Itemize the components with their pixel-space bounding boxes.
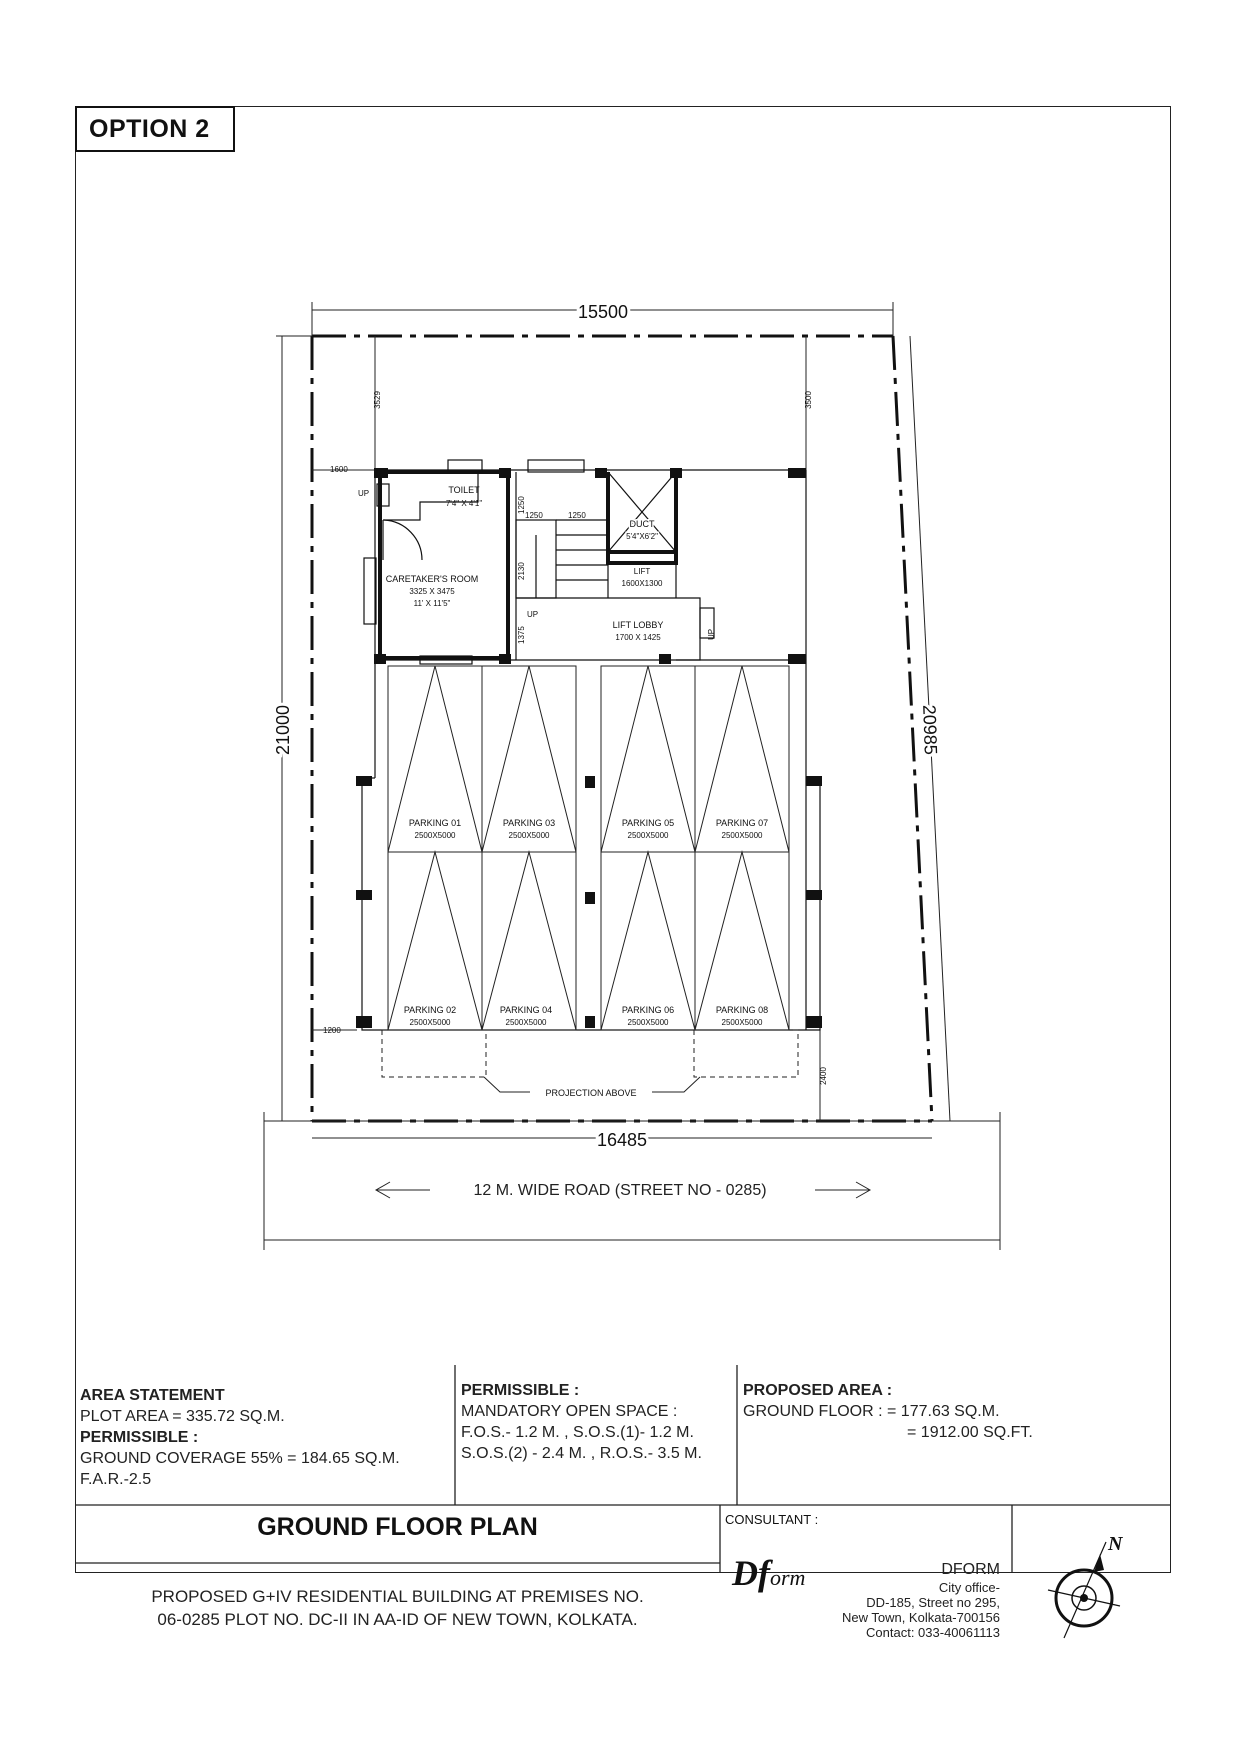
dim-front-setback-left: 3529 bbox=[373, 391, 382, 409]
duct-label: DUCT bbox=[629, 519, 655, 529]
consultant-address bbox=[841, 1560, 1000, 1640]
dim-rear-setback: 1200 bbox=[323, 1026, 341, 1035]
ground-coverage: GROUND COVERAGE 55% = 184.65 SQ.M. bbox=[80, 1450, 400, 1467]
far-value: F.A.R.-2.5 bbox=[80, 1471, 152, 1488]
stair-dim-h3: 1375 bbox=[517, 626, 526, 644]
logo-letters: Df bbox=[732, 1553, 770, 1593]
stair-dim-w2: 1250 bbox=[568, 511, 586, 520]
parking-03-label: PARKING 03 bbox=[502, 818, 556, 828]
drawing-title: GROUND FLOOR PLAN bbox=[257, 1513, 538, 1541]
up-label-entry: UP bbox=[358, 489, 370, 498]
open-space-line2: S.O.S.(2) - 2.4 M. , R.O.S.- 3.5 M. bbox=[461, 1445, 702, 1462]
permissible-block bbox=[461, 1380, 702, 1464]
building-outline bbox=[362, 470, 820, 1030]
project-line-2: 06-0285 PLOT NO. DC-II IN AA-ID OF NEW TOWN, KOLKATA. bbox=[157, 1610, 638, 1629]
dim-side-setback: 1600 bbox=[330, 465, 348, 474]
proposed-area-title: PROPOSED AREA : bbox=[743, 1382, 893, 1399]
area-statement-title: AREA STATEMENT bbox=[80, 1387, 225, 1404]
dim-bottom-width: 16485 bbox=[596, 1130, 648, 1150]
area-statement bbox=[80, 1385, 400, 1490]
consultant-line1: City office- bbox=[938, 1580, 1000, 1595]
toilet-label: TOILET bbox=[448, 485, 480, 495]
dim-left-depth: 21000 bbox=[273, 704, 293, 756]
caretaker-size-mm: 3325 X 3475 bbox=[409, 587, 455, 596]
consultant-line4: Contact: 033-40061113 bbox=[866, 1625, 1000, 1640]
parking-04-label: PARKING 04 bbox=[499, 1005, 553, 1015]
project-description bbox=[75, 1585, 720, 1631]
proposed-ground-floor: GROUND FLOOR : = 177.63 SQ.M. bbox=[743, 1403, 1000, 1420]
parking-08-label: PARKING 08 bbox=[715, 1005, 769, 1015]
parking-07-label: PARKING 07 bbox=[715, 818, 769, 828]
permissible-heading: PERMISSIBLE : bbox=[80, 1429, 199, 1446]
lift-lobby-label: LIFT LOBBY bbox=[612, 620, 664, 630]
stair-dim-w1: 1250 bbox=[525, 511, 543, 520]
permissible-title: PERMISSIBLE : bbox=[461, 1382, 580, 1399]
proposed-area-block bbox=[743, 1380, 1033, 1443]
option-label: OPTION 2 bbox=[75, 106, 235, 152]
parking-01-label: PARKING 01 bbox=[408, 818, 462, 828]
consultant-line2: DD-185, Street no 295, bbox=[866, 1595, 1000, 1610]
up-label-lobby: UP bbox=[707, 628, 716, 640]
projection-label: PROJECTION ABOVE bbox=[545, 1088, 637, 1098]
dim-front-setback-right: 3500 bbox=[804, 391, 813, 409]
lift-label: LIFT bbox=[633, 567, 651, 576]
stair-dim-h1: 1250 bbox=[517, 496, 526, 514]
parking-04-size: 2500X5000 bbox=[505, 1018, 547, 1027]
road-label: 12 M. WIDE ROAD (STREET NO - 0285) bbox=[473, 1182, 767, 1199]
parking-02-size: 2500X5000 bbox=[409, 1018, 451, 1027]
caretaker-label: CARETAKER'S ROOM bbox=[385, 574, 479, 584]
projection-outline bbox=[382, 1030, 798, 1077]
up-label-stair: UP bbox=[527, 610, 539, 619]
parking-08-size: 2500X5000 bbox=[721, 1018, 763, 1027]
dim-top-width: 15500 bbox=[577, 302, 629, 322]
north-arrow-icon bbox=[1042, 1530, 1152, 1640]
plot-boundary bbox=[312, 336, 932, 1121]
parking-07-size: 2500X5000 bbox=[721, 831, 763, 840]
parking-bays bbox=[388, 666, 789, 1030]
parking-01-size: 2500X5000 bbox=[414, 831, 456, 840]
parking-06-label: PARKING 06 bbox=[621, 1005, 675, 1015]
logo-rest: orm bbox=[770, 1565, 806, 1590]
parking-05-size: 2500X5000 bbox=[627, 831, 669, 840]
project-line-1: PROPOSED G+IV RESIDENTIAL BUILDING AT PREMISES NO. bbox=[151, 1587, 644, 1606]
consultant-name: DFORM bbox=[941, 1561, 1000, 1578]
open-space-line1: F.O.S.- 1.2 M. , S.O.S.(1)- 1.2 M. bbox=[461, 1424, 694, 1441]
lift-size: 1600X1300 bbox=[621, 579, 663, 588]
north-label: N bbox=[1108, 1533, 1123, 1555]
caretaker-size-ft: 11' X 11'5" bbox=[413, 599, 451, 608]
parking-03-size: 2500X5000 bbox=[508, 831, 550, 840]
dim-right-depth: 20985 bbox=[919, 704, 941, 756]
parking-05-label: PARKING 05 bbox=[621, 818, 675, 828]
open-space-heading: MANDATORY OPEN SPACE : bbox=[461, 1403, 678, 1420]
proposed-sqft: = 1912.00 SQ.FT. bbox=[907, 1424, 1033, 1441]
structural-columns bbox=[356, 468, 822, 1028]
toilet-size: 7'4" X 4'1" bbox=[445, 499, 483, 508]
parking-06-size: 2500X5000 bbox=[627, 1018, 669, 1027]
consultant-label: CONSULTANT : bbox=[725, 1512, 819, 1527]
dform-logo bbox=[732, 1552, 805, 1594]
lift-lobby-size: 1700 X 1425 bbox=[615, 633, 661, 642]
consultant-line3: New Town, Kolkata-700156 bbox=[841, 1610, 1000, 1625]
duct-size: 5'4"X6'2" bbox=[626, 532, 658, 541]
plot-area: PLOT AREA = 335.72 SQ.M. bbox=[80, 1408, 285, 1425]
stair-dim-h2: 2130 bbox=[517, 562, 526, 580]
parking-02-label: PARKING 02 bbox=[403, 1005, 457, 1015]
dim-projection-depth: 2400 bbox=[819, 1067, 828, 1085]
